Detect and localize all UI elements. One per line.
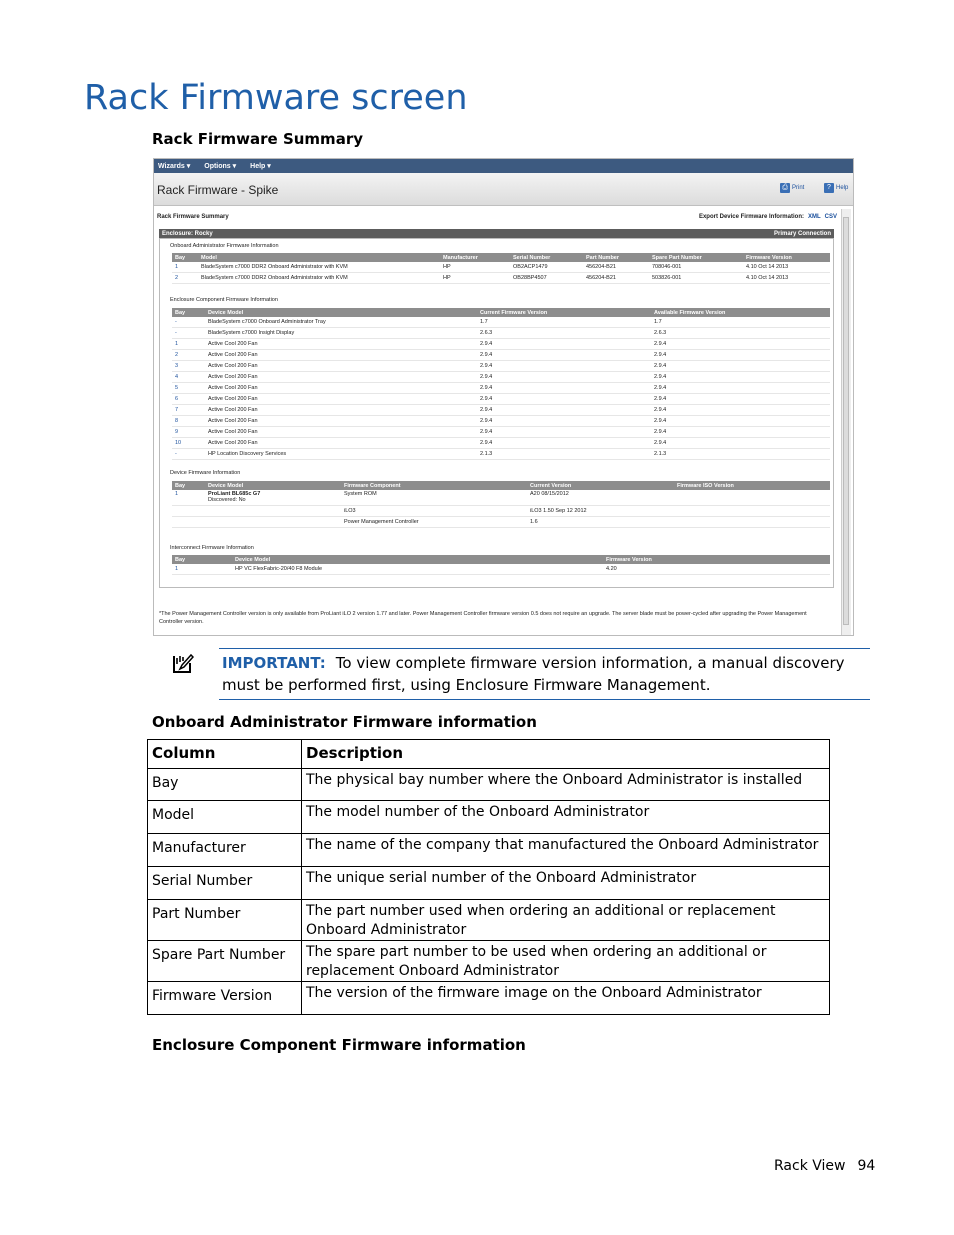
table-cell[interactable]: 1 bbox=[172, 262, 198, 273]
menu-wizards[interactable]: Wizards ▾ bbox=[158, 163, 191, 170]
window-titlebar bbox=[154, 173, 853, 206]
table-row bbox=[172, 339, 830, 350]
important-note bbox=[222, 652, 867, 696]
ic-section-title: Interconnect Firmware Information bbox=[170, 545, 254, 551]
table-cell: 4.10 Oct 14 2013 bbox=[743, 273, 830, 284]
table-cell bbox=[205, 517, 341, 528]
table-cell: iLO3 bbox=[341, 506, 527, 517]
print-button[interactable] bbox=[780, 183, 804, 193]
export-csv-link[interactable]: CSV bbox=[824, 214, 837, 220]
table-row bbox=[172, 317, 830, 328]
footer-section: Rack View bbox=[774, 1158, 846, 1174]
table-cell: 2.9.4 bbox=[651, 416, 830, 427]
table-cell: 2.9.4 bbox=[651, 405, 830, 416]
table-cell: BladeSystem c7000 Insight Display bbox=[205, 328, 477, 339]
oa-info-heading: Onboard Administrator Firmware information bbox=[152, 713, 537, 731]
table-cell[interactable]: 10 bbox=[172, 438, 205, 449]
column-header: Bay bbox=[172, 308, 205, 317]
important-text: To view complete firmware version information, a manual discovery must be performed first, using Enclosure Firmware Management. bbox=[222, 654, 845, 694]
table-row bbox=[172, 361, 830, 372]
table-cell bbox=[527, 490, 674, 506]
column-header: Serial Number bbox=[510, 253, 583, 262]
table-row bbox=[172, 372, 830, 383]
screenshot-caption: Rack Firmware Summary bbox=[152, 130, 363, 148]
column-header: Firmware ISO Version bbox=[674, 481, 830, 490]
column-cell: Part Number bbox=[148, 900, 302, 941]
table-cell[interactable]: - bbox=[172, 449, 205, 460]
table-cell: HP Location Discovery Services bbox=[205, 449, 477, 460]
table-row bbox=[172, 350, 830, 361]
column-cell: Bay bbox=[148, 769, 302, 801]
ec-info-heading: Enclosure Component Firmware information bbox=[152, 1036, 526, 1054]
column-header: Column bbox=[148, 740, 302, 769]
table-cell: iLO3 1.50 Sep 12 2012 bbox=[527, 506, 674, 517]
page-number: 94 bbox=[857, 1158, 876, 1174]
table-cell: Active Cool 200 Fan bbox=[205, 350, 477, 361]
table-cell: BladeSystem c7000 DDR2 Onboard Administrator with KVM bbox=[198, 262, 440, 273]
column-header: Bay bbox=[172, 253, 198, 262]
table-cell[interactable]: 1 bbox=[172, 339, 205, 350]
table-cell: 4.20 bbox=[603, 564, 830, 575]
table-row bbox=[148, 834, 830, 867]
description-cell: The version of the firmware image on the Onboard Administrator bbox=[302, 982, 830, 1015]
page-title: Rack Firmware screen bbox=[84, 78, 468, 118]
table-cell: Active Cool 200 Fan bbox=[205, 416, 477, 427]
ec-section-title: Enclosure Component Firmware Information bbox=[170, 297, 278, 303]
table-cell: HP VC FlexFabric-20/40 F8 Module bbox=[232, 564, 603, 575]
print-label: Print bbox=[792, 185, 805, 191]
cell-text: 1 bbox=[175, 491, 179, 497]
description-cell: The unique serial number of the Onboard Administrator bbox=[302, 867, 830, 900]
pmc-footnote: *The Power Management Controller version is only available from ProLiant iLO 2 version 1.77 and later. Power Management Controller firmware version 0.5 does not require an upgrade. The server blade must be power-cycled after upgrading the Power Management Controller version. bbox=[159, 611, 807, 625]
table-cell bbox=[172, 490, 205, 506]
column-cell: Model bbox=[148, 801, 302, 834]
column-header: Bay bbox=[172, 481, 205, 490]
vertical-scrollbar[interactable] bbox=[841, 209, 851, 635]
description-cell: The part number used when ordering an additional or replacement Onboard Administrator bbox=[302, 900, 830, 941]
device-firmware-table bbox=[172, 481, 830, 528]
table-row bbox=[172, 262, 830, 273]
table-cell: 1.6 bbox=[527, 517, 674, 528]
important-label: IMPORTANT: bbox=[222, 654, 326, 672]
column-header: Current Firmware Version bbox=[477, 308, 651, 317]
description-cell: The name of the company that manufactured the Onboard Administrator bbox=[302, 834, 830, 867]
menu-bar bbox=[154, 159, 853, 173]
content-area bbox=[154, 207, 842, 636]
export-xml-link[interactable]: XML bbox=[807, 214, 821, 220]
column-cell: Firmware Version bbox=[148, 982, 302, 1015]
important-icon bbox=[172, 652, 194, 674]
description-cell: The model number of the Onboard Administrator bbox=[302, 801, 830, 834]
enclosure-header bbox=[159, 229, 834, 238]
table-cell bbox=[205, 506, 341, 517]
table-cell: 2.9.4 bbox=[651, 438, 830, 449]
help-button[interactable] bbox=[824, 183, 848, 193]
table-cell: Active Cool 200 Fan bbox=[205, 383, 477, 394]
column-header: Model bbox=[198, 253, 440, 262]
description-header: Description bbox=[302, 740, 830, 769]
table-cell: 456204-B21 bbox=[583, 273, 649, 284]
table-cell bbox=[205, 490, 341, 506]
table-cell: Active Cool 200 Fan bbox=[205, 372, 477, 383]
table-cell[interactable]: 9 bbox=[172, 427, 205, 438]
column-header: Manufacturer bbox=[440, 253, 510, 262]
table-row bbox=[172, 438, 830, 449]
table-cell: 2.9.4 bbox=[651, 383, 830, 394]
menu-help[interactable]: Help ▾ bbox=[250, 163, 271, 170]
table-cell: Active Cool 200 Fan bbox=[205, 405, 477, 416]
table-row bbox=[172, 506, 830, 517]
oa-section-title: Onboard Administrator Firmware Information bbox=[170, 243, 279, 249]
table-row bbox=[148, 941, 830, 982]
table-cell: 2.9.4 bbox=[651, 339, 830, 350]
table-cell: 2.9.4 bbox=[477, 438, 651, 449]
column-header: Device Model bbox=[232, 555, 603, 564]
column-cell: Serial Number bbox=[148, 867, 302, 900]
enclosure-label: Enclosure: Rocky bbox=[162, 230, 213, 237]
table-cell: 2.9.4 bbox=[477, 339, 651, 350]
cell-text: A20 08/15/2012 bbox=[530, 491, 569, 497]
table-cell[interactable]: - bbox=[172, 317, 205, 328]
menu-options[interactable]: Options ▾ bbox=[204, 163, 237, 170]
column-header: Firmware Version bbox=[603, 555, 830, 564]
column-header: Firmware Component bbox=[341, 481, 527, 490]
table-cell: HP bbox=[440, 262, 510, 273]
column-header: Device Model bbox=[205, 481, 341, 490]
table-cell: 2.1.3 bbox=[477, 449, 651, 460]
table-cell: HP bbox=[440, 273, 510, 284]
column-header: Device Model bbox=[205, 308, 477, 317]
table-row bbox=[172, 405, 830, 416]
table-cell: 2.1.3 bbox=[651, 449, 830, 460]
table-row bbox=[148, 769, 830, 801]
column-cell: Manufacturer bbox=[148, 834, 302, 867]
table-row bbox=[172, 427, 830, 438]
column-header: Current Version bbox=[527, 481, 674, 490]
table-cell: OB2ACP1479 bbox=[510, 262, 583, 273]
table-row bbox=[148, 900, 830, 941]
description-cell: The physical bay number where the Onboard Administrator is installed bbox=[302, 769, 830, 801]
table-cell: Power Management Controller bbox=[341, 517, 527, 528]
column-header: Available Firmware Version bbox=[651, 308, 830, 317]
export-bar bbox=[699, 214, 837, 220]
table-cell[interactable] bbox=[172, 517, 205, 528]
table-cell[interactable]: 8 bbox=[172, 416, 205, 427]
table-cell: Active Cool 200 Fan bbox=[205, 339, 477, 350]
cell-text: System ROM bbox=[344, 491, 377, 497]
oa-firmware-table bbox=[172, 253, 830, 284]
table-row bbox=[172, 449, 830, 460]
table-cell[interactable]: 5 bbox=[172, 383, 205, 394]
table-cell: 2.9.4 bbox=[477, 427, 651, 438]
table-cell: 2.9.4 bbox=[651, 394, 830, 405]
table-cell: BladeSystem c7000 DDR2 Onboard Administrator with KVM bbox=[198, 273, 440, 284]
discovered-status: Discovered: No bbox=[208, 497, 246, 503]
table-row bbox=[172, 416, 830, 427]
table-cell: 503826-001 bbox=[649, 273, 743, 284]
column-header: Part Number bbox=[583, 253, 649, 262]
table-cell[interactable]: 4 bbox=[172, 372, 205, 383]
table-cell: 2.9.4 bbox=[477, 394, 651, 405]
table-cell bbox=[674, 517, 830, 528]
table-cell: 2.9.4 bbox=[477, 372, 651, 383]
table-row bbox=[172, 383, 830, 394]
help-icon: ? bbox=[824, 183, 834, 193]
table-cell[interactable]: 6 bbox=[172, 394, 205, 405]
table-cell: 2.9.4 bbox=[651, 427, 830, 438]
table-cell[interactable]: 7 bbox=[172, 405, 205, 416]
table-cell: 1.7 bbox=[651, 317, 830, 328]
cell-text: ProLiant BL685c G7 bbox=[208, 491, 261, 497]
table-cell[interactable]: - bbox=[172, 328, 205, 339]
ec-firmware-table bbox=[172, 308, 830, 460]
table-cell: 2.9.4 bbox=[651, 350, 830, 361]
oa-column-description-table bbox=[147, 739, 830, 1015]
table-row bbox=[172, 273, 830, 284]
column-header: Spare Part Number bbox=[649, 253, 743, 262]
summary-heading: Rack Firmware Summary bbox=[157, 214, 229, 220]
table-cell[interactable] bbox=[172, 506, 205, 517]
column-cell: Spare Part Number bbox=[148, 941, 302, 982]
table-cell: 2.6.3 bbox=[477, 328, 651, 339]
page-footer bbox=[774, 1158, 875, 1174]
scrollbar-thumb[interactable] bbox=[843, 217, 849, 625]
table-cell: 2.9.4 bbox=[651, 372, 830, 383]
description-cell: The spare part number to be used when ordering an additional or replacement Onboard Administrator bbox=[302, 941, 830, 982]
table-cell: 2.9.4 bbox=[477, 350, 651, 361]
table-cell: 2.9.4 bbox=[651, 361, 830, 372]
table-cell: Active Cool 200 Fan bbox=[205, 361, 477, 372]
table-cell[interactable]: 1 bbox=[172, 564, 232, 575]
table-cell[interactable]: 2 bbox=[172, 273, 198, 284]
table-cell[interactable]: 2 bbox=[172, 350, 205, 361]
table-cell[interactable]: 3 bbox=[172, 361, 205, 372]
column-header: Bay bbox=[172, 555, 232, 564]
table-cell: Active Cool 200 Fan bbox=[205, 427, 477, 438]
table-cell: 4.10 Oct 14 2013 bbox=[743, 262, 830, 273]
column-header: Firmware Version bbox=[743, 253, 830, 262]
table-cell: BladeSystem c7000 Onboard Administrator Tray bbox=[205, 317, 477, 328]
table-cell: Active Cool 200 Fan bbox=[205, 394, 477, 405]
window-title: Rack Firmware - Spike bbox=[157, 183, 279, 197]
table-row bbox=[172, 517, 830, 528]
table-cell: 2.9.4 bbox=[477, 361, 651, 372]
df-section-title: Device Firmware Information bbox=[170, 470, 241, 476]
table-row bbox=[172, 490, 830, 506]
table-cell: 708046-001 bbox=[649, 262, 743, 273]
table-cell: 2.9.4 bbox=[477, 405, 651, 416]
table-row bbox=[148, 867, 830, 900]
table-row bbox=[148, 982, 830, 1015]
export-label: Export Device Firmware Information: bbox=[698, 214, 804, 220]
table-cell: 456204-B21 bbox=[583, 262, 649, 273]
table-cell: OB28BP4507 bbox=[510, 273, 583, 284]
rack-firmware-screenshot bbox=[153, 158, 854, 636]
table-cell bbox=[341, 490, 527, 506]
table-row bbox=[148, 801, 830, 834]
help-label: Help bbox=[836, 185, 849, 191]
table-cell: 2.6.3 bbox=[651, 328, 830, 339]
table-row bbox=[172, 394, 830, 405]
table-cell bbox=[674, 490, 830, 506]
table-row bbox=[172, 564, 830, 575]
table-cell bbox=[674, 506, 830, 517]
table-row bbox=[172, 328, 830, 339]
table-cell: 2.9.4 bbox=[477, 416, 651, 427]
interconnect-firmware-table bbox=[172, 555, 830, 575]
enclosure-panel bbox=[159, 238, 834, 588]
table-cell: 2.9.4 bbox=[477, 383, 651, 394]
table-cell: Active Cool 200 Fan bbox=[205, 438, 477, 449]
printer-icon: ⎙ bbox=[780, 183, 790, 193]
primary-connection: Primary Connection bbox=[773, 230, 831, 237]
table-cell: 1.7 bbox=[477, 317, 651, 328]
